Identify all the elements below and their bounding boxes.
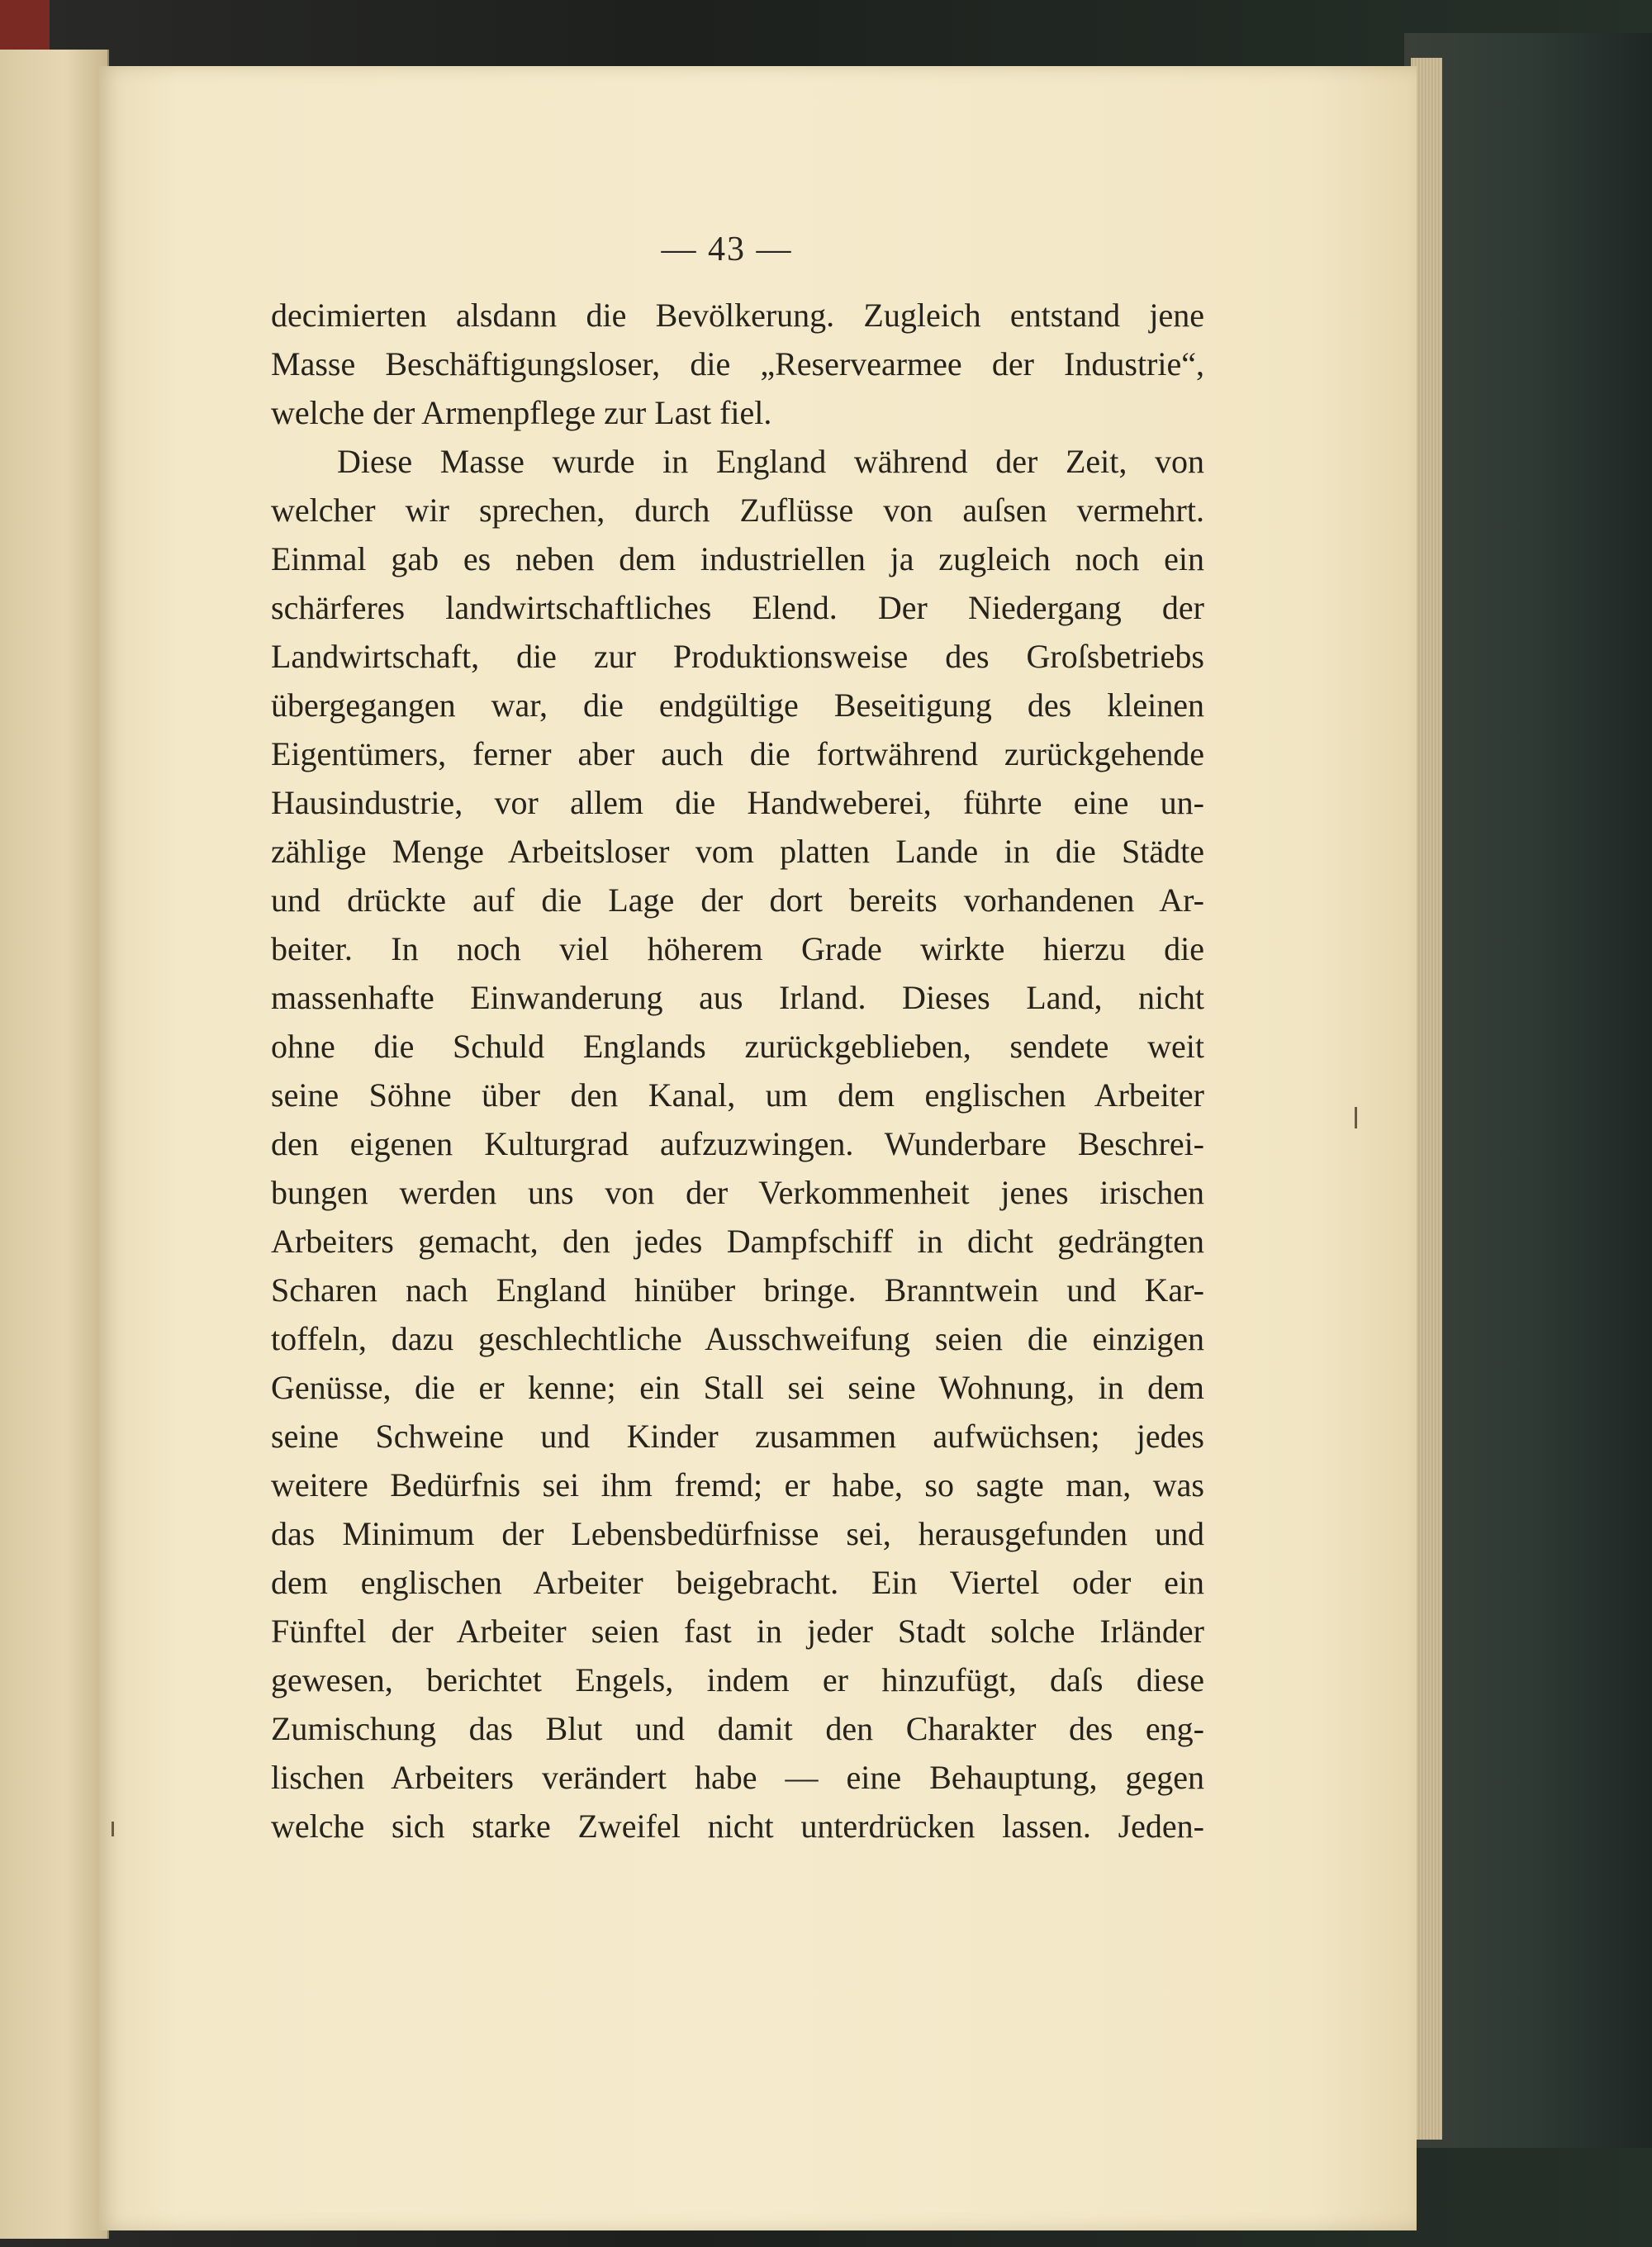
text-line: Landwirtschaft, die zur Produktionsweise des Groſsbetriebs [271, 638, 1204, 675]
text-line: dem englischen Arbeiter beigebracht. Ein Viertel oder ein [271, 1564, 1204, 1601]
text-line: beiter. In noch viel höherem Grade wirkte hierzu die [271, 930, 1204, 967]
text-line: Scharen nach England hinüber bringe. Branntwein und Kar- [271, 1271, 1204, 1309]
text-line: welche sich starke Zweifel nicht unterdrücken lassen. Jeden- [271, 1808, 1204, 1845]
text-line: seine Söhne über den Kanal, um dem englischen Arbeiter [271, 1076, 1204, 1114]
page-number: — 43 — [661, 230, 793, 268]
text-line: schärferes landwirtschaftliches Elend. Der Niedergang der [271, 589, 1204, 626]
body-text [271, 291, 1204, 1850]
text-line: lischen Arbeiters verändert habe — eine Behauptung, gegen [271, 1759, 1204, 1796]
text-line: Hausindustrie, vor allem die Handweberei, führte eine un- [271, 784, 1204, 821]
text-line: Eigentümers, ferner aber auch die fortwährend zurückgehende [271, 735, 1204, 772]
text-line: gewesen, berichtet Engels, indem er hinzufügt, daſs diese [271, 1661, 1204, 1698]
text-line: seine Schweine und Kinder zusammen aufwüchsen; jedes [271, 1418, 1204, 1455]
text-line: welche der Armenpflege zur Last fiel. [271, 394, 772, 431]
text-line: bungen werden uns von der Verkommenheit jenes irischen [271, 1174, 1204, 1211]
left-page-edge [0, 50, 109, 2239]
text-line: und drückte auf die Lage der dort bereits vorhandenen Ar- [271, 881, 1204, 919]
text-line: Arbeiters gemacht, den jedes Dampfschiff in dicht gedrängten [271, 1223, 1204, 1260]
text-line: Genüsse, die er kenne; ein Stall sei seine Wohnung, in dem [271, 1369, 1204, 1406]
text-line: Diese Masse wurde in England während der Zeit, von [337, 443, 1204, 480]
text-line: das Minimum der Lebensbedürfnisse sei, herausgefunden und [271, 1515, 1204, 1552]
text-line: decimierten alsdann die Bevölkerung. Zugleich entstand jene [271, 297, 1204, 334]
text-line: Einmal gab es neben dem industriellen ja zugleich noch ein [271, 540, 1204, 577]
text-line: den eigenen Kulturgrad aufzuzwingen. Wunderbare Beschrei- [271, 1125, 1204, 1162]
text-line: zählige Menge Arbeitsloser vom platten Lande in die Städte [271, 833, 1204, 870]
text-line: übergegangen war, die endgültige Beseitigung des kleinen [271, 686, 1204, 724]
text-line: Fünftel der Arbeiter seien fast in jeder Stadt solche Irländer [271, 1613, 1204, 1650]
paper-mark [112, 1822, 114, 1836]
text-line: toffeln, dazu geschlechtliche Ausschweifung seien die einzigen [271, 1320, 1204, 1357]
text-line: ohne die Schuld Englands zurückgeblieben, sendete weit [271, 1028, 1204, 1065]
text-line: massenhafte Einwanderung aus Irland. Dieses Land, nicht [271, 979, 1204, 1016]
text-line: welcher wir sprechen, durch Zuflüsse von auſsen vermehrt. [271, 492, 1204, 529]
text-line: weitere Bedürfnis sei ihm fremd; er habe, so sagte man, was [271, 1466, 1204, 1504]
text-line: Masse Beschäftigungsloser, die „Reservearmee der Industrie“, [271, 345, 1204, 382]
paper-mark [1355, 1107, 1357, 1128]
text-line: Zumischung das Blut und damit den Charakter des eng- [271, 1710, 1204, 1747]
